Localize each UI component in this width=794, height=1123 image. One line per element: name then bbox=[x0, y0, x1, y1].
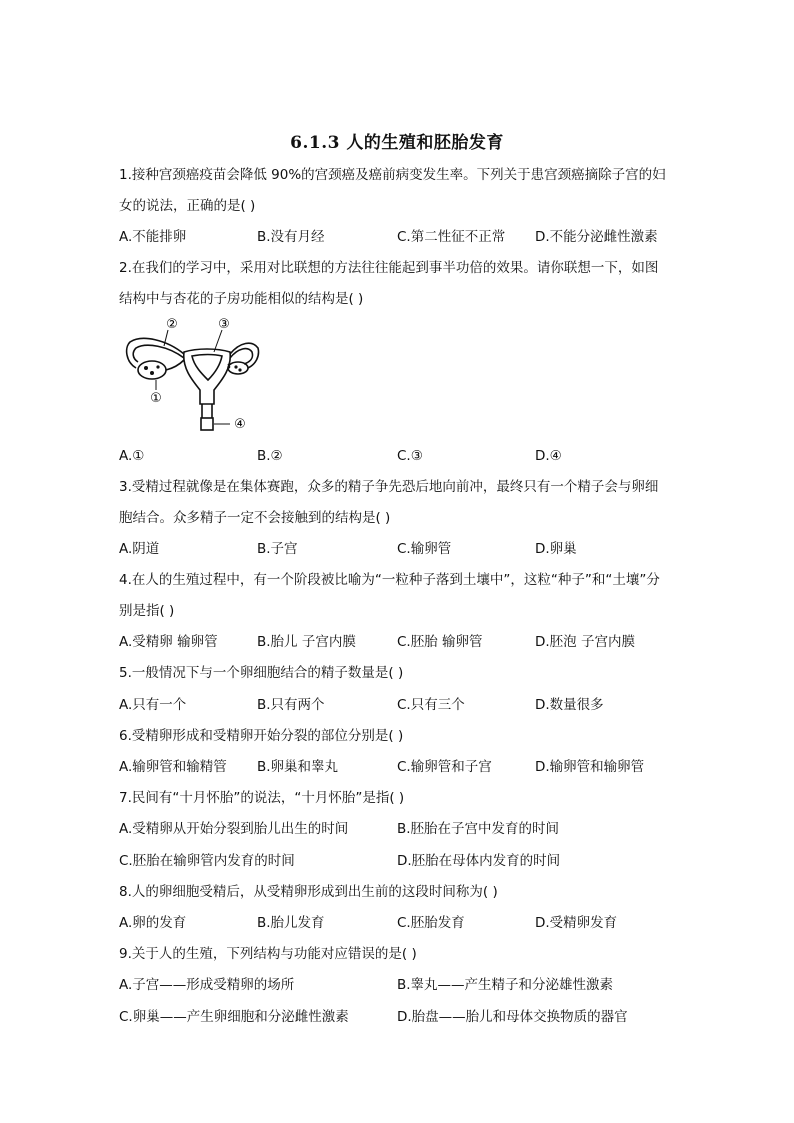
left-ovary bbox=[138, 361, 166, 379]
question-1-stem-line-1: 1.接种宫颈癌疫苗会降低 90%的宫颈癌及癌前病变发生率。下列关于患宫颈癌摘除子宫的妇 bbox=[119, 167, 666, 183]
question-6-stem: 6.受精卵形成和受精卵开始分裂的部位分别是( ) bbox=[119, 728, 404, 744]
page-title: 6.1.3 人的生殖和胚胎发育 bbox=[290, 133, 504, 153]
question-5-option-a: A.只有一个 bbox=[119, 697, 187, 713]
question-3-option-b: B.子宫 bbox=[257, 541, 298, 557]
question-5-option-d: D.数量很多 bbox=[535, 697, 604, 713]
question-4-option-d: D.胚泡 子宫内膜 bbox=[535, 634, 635, 650]
question-7-option-a: A.受精卵从开始分裂到胎儿出生的时间 bbox=[119, 821, 349, 837]
question-7-option-c: C.胚胎在输卵管内发育的时间 bbox=[119, 853, 295, 869]
question-6-option-b: B.卵巢和睾丸 bbox=[257, 759, 339, 775]
vagina-outline bbox=[201, 418, 213, 430]
question-3-option-c: C.输卵管 bbox=[397, 541, 452, 557]
question-8-option-c: C.胚胎发育 bbox=[397, 915, 465, 931]
figure-label-2: ② bbox=[166, 318, 178, 332]
question-9-stem: 9.关于人的生殖，下列结构与功能对应错误的是( ) bbox=[119, 946, 417, 962]
question-9-option-a: A.子宫——形成受精卵的场所 bbox=[119, 977, 295, 993]
question-3-option-a: A.阴道 bbox=[119, 541, 160, 557]
question-5-stem: 5.一般情况下与一个卵细胞结合的精子数量是( ) bbox=[119, 665, 404, 681]
question-4-stem-line-2: 别是指( ) bbox=[119, 603, 175, 619]
question-8-option-b: B.胎儿发育 bbox=[257, 915, 325, 931]
question-7-option-d: D.胚胎在母体内发育的时间 bbox=[397, 853, 561, 869]
question-3-stem-line-1: 3.受精过程就像是在集体赛跑，众多的精子争先恐后地向前冲，最终只有一个精子会与卵细 bbox=[119, 479, 659, 495]
question-1-option-a: A.不能排卵 bbox=[119, 229, 187, 245]
leader-line-3 bbox=[214, 330, 222, 352]
question-4-option-c: C.胚胎 输卵管 bbox=[397, 634, 483, 650]
question-7-stem: 7.民间有“十月怀胎”的说法，“十月怀胎”是指( ) bbox=[119, 790, 405, 806]
figure-label-3: ③ bbox=[218, 318, 230, 332]
figure-label-1: ① bbox=[150, 391, 162, 406]
question-8-option-a: A.卵的发育 bbox=[119, 915, 187, 931]
right-ovary bbox=[228, 362, 248, 374]
question-6-option-a: A.输卵管和输精管 bbox=[119, 759, 227, 775]
uterus-diagram bbox=[122, 318, 262, 438]
cervix-outline bbox=[202, 404, 212, 418]
question-1-option-c: C.第二性征不正常 bbox=[397, 229, 506, 245]
question-2-option-c: C.③ bbox=[397, 448, 423, 464]
question-5-option-c: C.只有三个 bbox=[397, 697, 465, 713]
question-1-option-d: D.不能分泌雌性激素 bbox=[535, 229, 658, 245]
question-9-option-c: C.卵巢——产生卵细胞和分泌雌性激素 bbox=[119, 1009, 349, 1025]
question-9-option-d: D.胎盘——胎儿和母体交换物质的器官 bbox=[397, 1009, 628, 1025]
question-4-stem-line-1: 4.在人的生殖过程中，有一个阶段被比喻为“一粒种子落到土壤中”，这粒“种子”和“土壤”分 bbox=[119, 572, 660, 588]
question-2-option-b: B.② bbox=[257, 448, 283, 464]
question-2-option-d: D.④ bbox=[535, 448, 562, 464]
question-1-stem-line-2: 女的说法，正确的是( ) bbox=[119, 198, 256, 214]
question-1-option-b: B.没有月经 bbox=[257, 229, 325, 245]
question-4-option-b: B.胎儿 子宫内膜 bbox=[257, 634, 356, 650]
question-5-option-b: B.只有两个 bbox=[257, 697, 325, 713]
question-8-stem: 8.人的卵细胞受精后，从受精卵形成到出生前的这段时间称为( ) bbox=[119, 884, 498, 900]
question-2-stem-line-2: 结构中与杏花的子房功能相似的结构是( ) bbox=[119, 291, 364, 307]
question-3-stem-line-2: 胞结合。众多精子一定不会接触到的结构是( ) bbox=[119, 510, 391, 526]
uterine-cavity bbox=[192, 355, 222, 381]
question-3-option-d: D.卵巢 bbox=[535, 541, 577, 557]
question-4-option-a: A.受精卵 输卵管 bbox=[119, 634, 218, 650]
question-7-option-b: B.胚胎在子宫中发育的时间 bbox=[397, 821, 560, 837]
figure-label-4: ④ bbox=[234, 417, 246, 432]
question-2-option-a: A.① bbox=[119, 448, 145, 464]
question-8-option-d: D.受精卵发育 bbox=[535, 915, 618, 931]
question-9-option-b: B.睾丸——产生精子和分泌雄性激素 bbox=[397, 977, 614, 993]
question-6-option-d: D.输卵管和输卵管 bbox=[535, 759, 645, 775]
question-6-option-c: C.输卵管和子宫 bbox=[397, 759, 492, 775]
question-2-stem-line-1: 2.在我们的学习中，采用对比联想的方法往往能起到事半功倍的效果。请你联想一下，如图 bbox=[119, 260, 659, 276]
uterus-outline bbox=[184, 349, 231, 404]
